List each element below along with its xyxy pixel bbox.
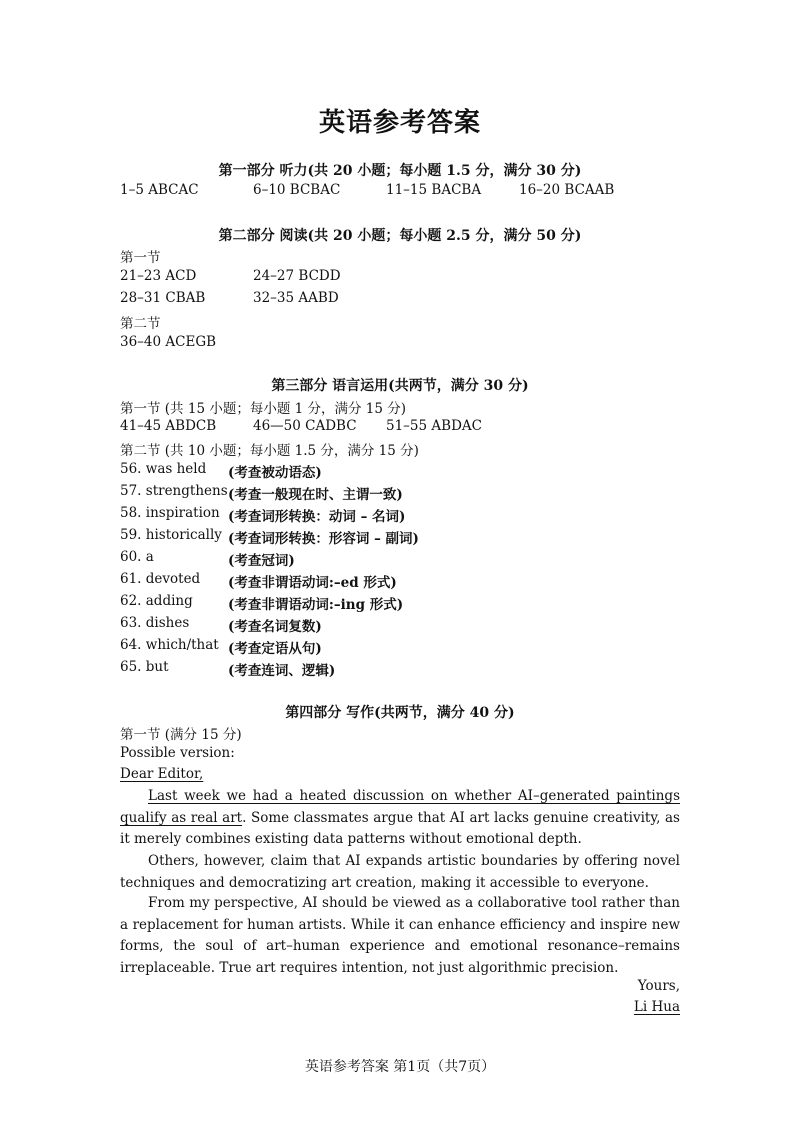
part2-answer: 28–31 CBAB bbox=[120, 290, 206, 306]
answer-word: 59. historically bbox=[120, 527, 222, 543]
part2-section1-label: 第一节 bbox=[120, 250, 161, 266]
part3-section1-label: 第一节 (共 15 小题；每小题 1 分，满分 15 分) bbox=[120, 401, 407, 417]
page-footer: 英语参考答案 第1页（共7页） bbox=[304, 1059, 496, 1075]
part1-heading: 第一部分 听力(共 20 小题；每小题 1.5 分，满分 30 分) bbox=[218, 163, 582, 179]
letter-signature-name: Li Hua bbox=[633, 999, 680, 1015]
answer-note: (考查定语从句) bbox=[228, 641, 322, 657]
answer-note: (考查非谓语动词:–ed 形式) bbox=[228, 575, 397, 591]
part3-section2-label: 第二节 (共 10 小题；每小题 1.5 分，满分 15 分) bbox=[120, 443, 419, 459]
letter-paragraph bbox=[120, 786, 680, 851]
answer-note: (考查词形转换：动词 – 名词) bbox=[228, 509, 406, 525]
answer-note: (考查冠词) bbox=[228, 553, 295, 569]
letter-closing: Yours, bbox=[637, 978, 680, 994]
answer-note: (考查被动语态) bbox=[228, 465, 322, 481]
answer-word: 56. was held bbox=[120, 461, 207, 477]
part1-answer: 11–15 BACBA bbox=[386, 182, 482, 198]
part4-heading: 第四部分 写作(共两节，满分 40 分) bbox=[285, 705, 515, 721]
part2-heading: 第二部分 阅读(共 20 小题；每小题 2.5 分，满分 50 分) bbox=[218, 228, 582, 244]
answer-word: 65. but bbox=[120, 659, 169, 675]
answer-note: (考查连词、逻辑) bbox=[228, 663, 336, 679]
letter-salutation: Dear Editor, bbox=[120, 766, 204, 782]
answer-note: (考查名词复数) bbox=[228, 619, 322, 635]
part3-answer: 51–55 ABDAC bbox=[386, 418, 482, 434]
answer-word: 64. which/that bbox=[120, 637, 219, 653]
answer-note: (考查一般现在时、主谓一致) bbox=[228, 487, 403, 503]
part3-answer: 41–45 ABDCB bbox=[120, 418, 217, 434]
part4-section1-label: 第一节 (满分 15 分) bbox=[120, 727, 242, 743]
answer-note: (考查非谓语动词:–ing 形式) bbox=[228, 597, 404, 613]
answer-word: 60. a bbox=[120, 549, 154, 565]
answer-word: 57. strengthens bbox=[120, 483, 228, 499]
answer-word: 63. dishes bbox=[120, 615, 190, 631]
part1-answer: 1–5 ABCAC bbox=[120, 182, 199, 198]
part1-answer: 6–10 BCBAC bbox=[253, 182, 341, 198]
part2-answer: 21–23 ACD bbox=[120, 268, 197, 284]
page-title: 英语参考答案 bbox=[318, 108, 481, 138]
part2-answer: 24–27 BCDD bbox=[253, 268, 341, 284]
part2-answer: 36–40 ACEGB bbox=[120, 334, 217, 350]
part2-section2-label: 第二节 bbox=[120, 316, 161, 332]
possible-version-label: Possible version: bbox=[120, 745, 235, 761]
letter-paragraph: From my perspective, AI should be viewed as a collaborative tool rather than a replacement for human artists. While it can enhance efficiency and inspire new forms, the soul of art–human experience and emotional resonance–remains irreplaceable. True art requires intention, not just algorithmic precision. bbox=[120, 895, 680, 976]
answer-word: 61. devoted bbox=[120, 571, 201, 587]
part1-answer: 16–20 BCAAB bbox=[519, 182, 615, 198]
answer-note: (考查词形转换：形容词 – 副词) bbox=[228, 531, 419, 547]
part3-heading: 第三部分 语言运用(共两节，满分 30 分) bbox=[271, 378, 529, 394]
letter-paragraph-text: . Some classmates argue that AI art lacks genuine creativity, as it merely combines existing data patterns without emotional depth. bbox=[120, 809, 680, 848]
answer-word: 58. inspiration bbox=[120, 505, 220, 521]
letter-paragraph: Others, however, claim that AI expands artistic boundaries by offering novel techniques and democratizing art creation, making it accessible to everyone. bbox=[120, 853, 680, 891]
letter-underlined-sentence: Last week we had a heated discussion on whether AI–generated paintings qualify as real art bbox=[120, 788, 680, 826]
part3-answer: 46—50 CADBC bbox=[253, 418, 357, 434]
part2-answer: 32–35 AABD bbox=[253, 290, 339, 306]
answer-word: 62. adding bbox=[120, 593, 193, 609]
